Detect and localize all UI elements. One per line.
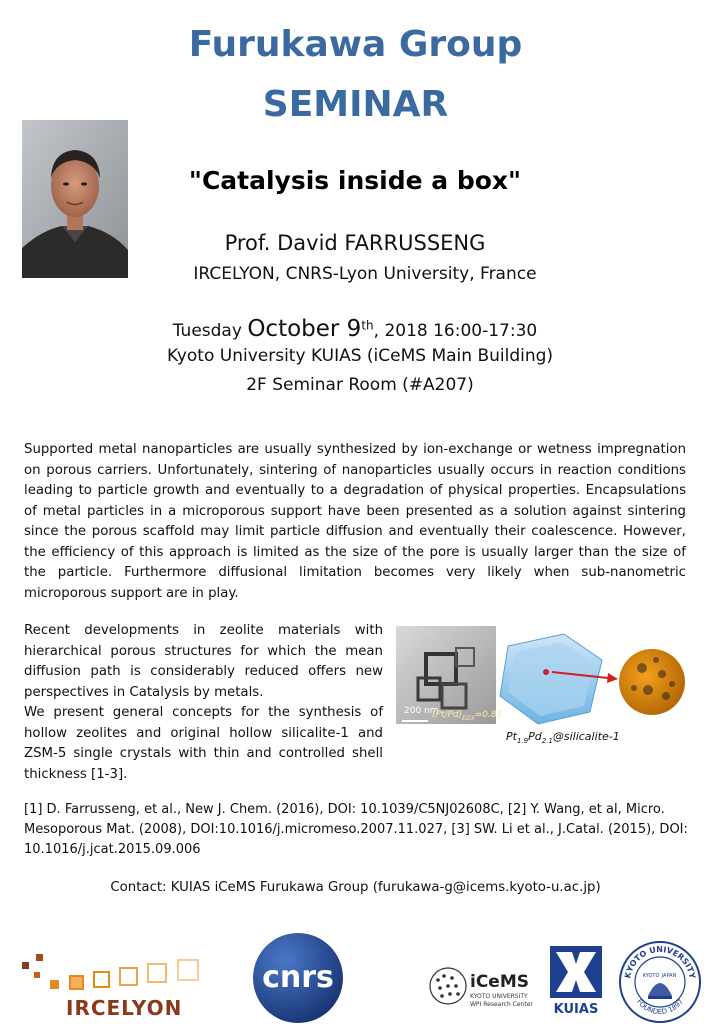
abstract-paragraph-1: Supported metal nanoparticles are usually synthesized by ion-exchange or wetness impregnation on porous carriers. Unfortunately, sintering of nanoparticles usually occurs in reaction conditions leading to particle growth and eventually to a degradation of physical properties. Encapsulations of metal particles in a microporous support have been presented as a solution against sintering since the porous scaffold may limit particle diffusion and eventually their coalescence. However, the efficiency of this approach is limited as the size of the pore is usually larger than the size of the particle. Furthermore diffusional limitation becomes very likely when sub-nanometric microporous support are in play. [24,442,686,601]
ircelyon-logo [20,950,220,1022]
seminar-title: SEMINAR [262,84,449,125]
icems-label: iCeMS [470,972,529,992]
ratio-value: =0.81 [474,710,503,720]
speaker-name: Prof. David FARRUSSENG [224,231,486,255]
icems-sub-1: KYOTO UNIVERSITY [470,993,528,1000]
caption-sub-2: 2.1 [541,737,553,746]
seminar-datetime [110,316,600,342]
speaker-affiliation: IRCELYON, CNRS-Lyon University, France [193,264,537,284]
talk-title: "Catalysis inside a box" [188,166,522,195]
date-rest: , 2018 16:00-17:30 [373,321,538,341]
ircelyon-squares-icon [20,950,220,994]
ratio-label [432,710,502,722]
contact-line: Contact: KUIAS iCeMS Furukawa Group (furukawa-g@icems.kyoto-u.ac.jp) [110,880,601,895]
icems-globe-icon [428,966,468,1006]
ratio-text: (Pt/Pd) [432,710,463,720]
kyoto-country-text: JAPAN [661,973,677,979]
ircelyon-label: IRCELYON [66,996,183,1020]
date-month-day: October 9 [247,316,362,342]
abstract-paragraph-2: Recent developments in zeolite materials with hierarchical porous structures for which the mean diffusion path is considerably reduced offers new perspectives in Catalysis by metals. [24,623,383,700]
kyoto-ring-path: KYOTO UNIVERSITY [623,944,697,980]
icems-logo [428,960,533,1020]
abstract-paragraph-3: We present general concepts for the synthesis of hollow zeolites and original hollow silicalite-1 and ZSM-5 single crystals with thin and controlled shell thickness [1-3]. [24,705,383,782]
caption-sub-1: 1.9 [516,737,529,746]
seminar-venue: Kyoto University KUIAS (iCeMS Main Building) [166,346,554,366]
kuias-label: KUIAS [553,1002,599,1017]
caption-pt: Pt [506,730,517,743]
ratio-subscript: EDX [462,714,475,722]
caption-pd: Pd [528,730,542,743]
figure-caption [506,730,620,745]
caption-tail: @silicalite-1 [552,730,620,743]
kyoto-seal-icon [618,940,702,1024]
references: [1] D. Farrusseng, et al., New J. Chem. (2016), DOI: 10.1039/C5NJ02608C, [2] Y. Wang, et al, Micro. Mesoporous Mat. (2008), DOI:10.1016/j.micromeso.2007.11.027, [3] SW. Li et al., J.Catal. (2015), DOI: 10.1016/j.jcat.2015.09.006 [24,802,688,857]
icems-sub-2: WPI Research Center [470,1001,533,1008]
cnrs-label: cnrs [262,960,334,995]
scale-bar-label: 200 nm [404,706,439,716]
kyoto-founded-path: FOUNDED 1897 [634,997,686,1017]
seminar-room: 2F Seminar Room (#A207) [246,375,474,395]
date-suffix: th [361,318,374,333]
kuias-logo [548,944,604,1022]
kuias-emblem-icon [548,944,604,1000]
cnrs-logo [252,932,344,1024]
zeolite-figure [396,626,688,751]
kyoto-city-text: KYOTO [642,973,660,979]
logo-strip [0,930,711,1024]
speaker-photo [22,120,128,278]
date-weekday: Tuesday [172,321,242,341]
kyoto-university-seal [618,940,702,1024]
group-title: Furukawa Group [188,24,523,65]
